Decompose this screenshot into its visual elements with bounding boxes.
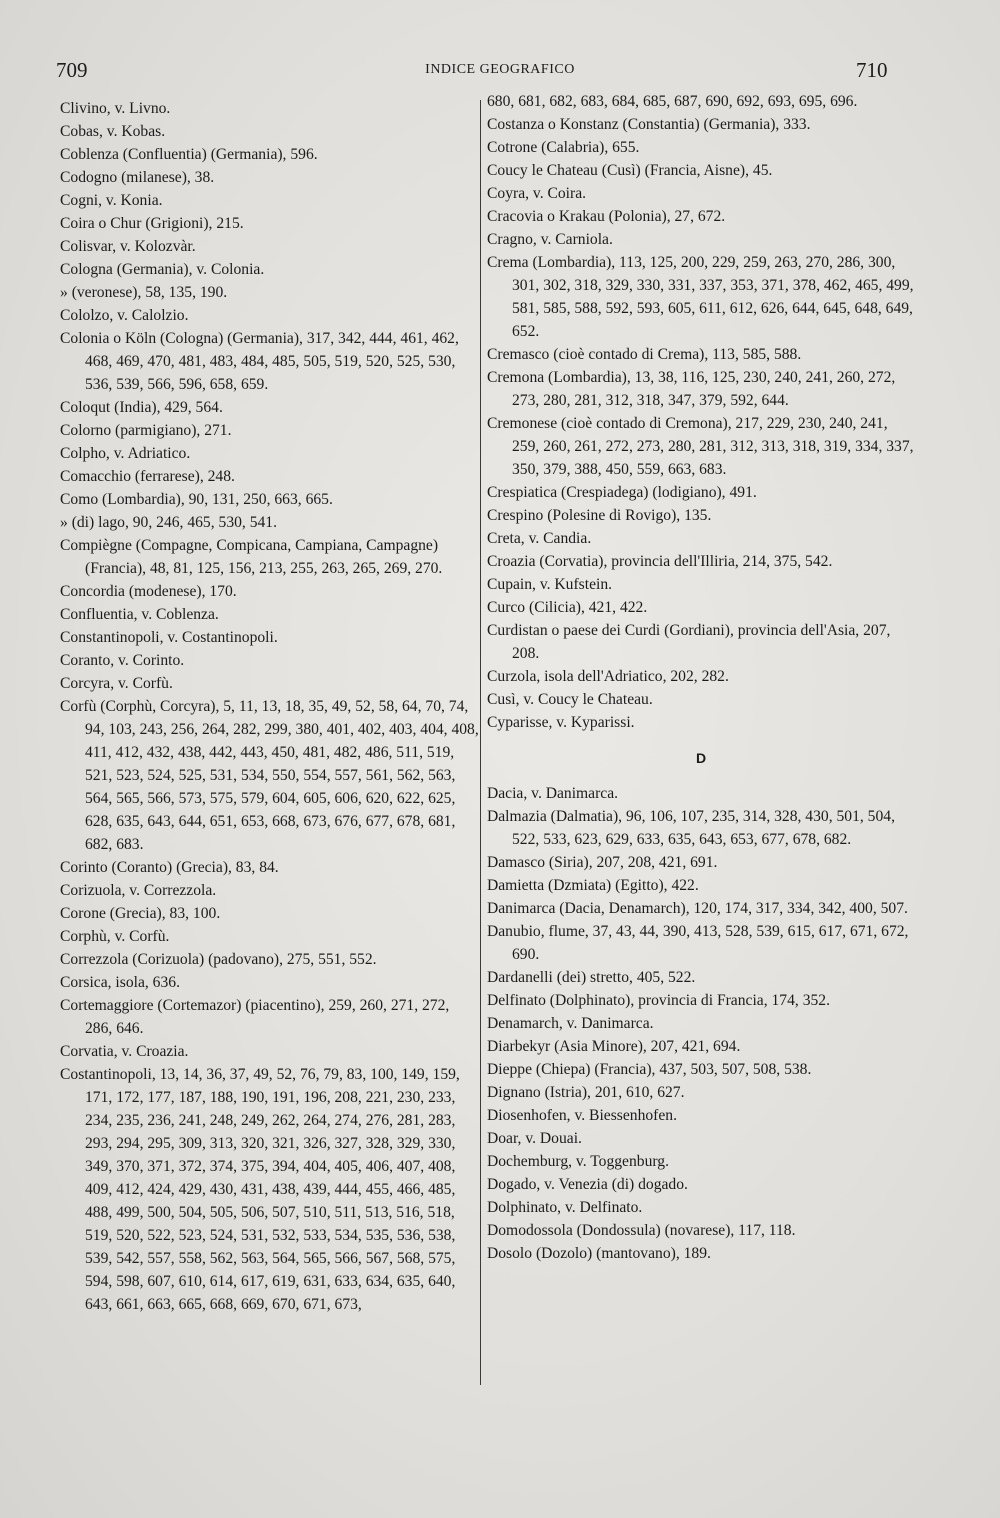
index-entry: Crespiatica (Crespiadega) (lodigiano), 491. xyxy=(487,484,757,501)
index-entry: Dalmazia (Dalmatia), 96, 106, 107, 235, 314, 328, 430, 501, 504, 522, 533, 623, 629, 633, 635, 643, 653, 677, 678, 682. xyxy=(487,808,895,848)
index-entry: Cologna (Germania), v. Colonia. xyxy=(60,261,265,278)
index-entry: Corvatia, v. Croazia. xyxy=(60,1043,189,1060)
index-entry: Delfinato (Dolphinato), provincia di Francia, 174, 352. xyxy=(487,992,830,1009)
index-entry: Cremasco (cioè contado di Crema), 113, 585, 588. xyxy=(487,346,802,363)
index-entry: » (veronese), 58, 135, 190. xyxy=(60,284,228,301)
index-entry: 680, 681, 682, 683, 684, 685, 687, 690, 692, 693, 695, 696. xyxy=(487,93,858,110)
index-entry: Codogno (milanese), 38. xyxy=(60,169,215,186)
index-entry: Clivino, v. Livno. xyxy=(60,100,171,117)
right-column-d-entries xyxy=(487,782,915,1265)
index-entry: Cremona (Lombardia), 13, 38, 116, 125, 230, 240, 241, 260, 272, 273, 280, 281, 312, 318, 347, 379, 592, 644. xyxy=(487,369,896,409)
index-entry: Cobas, v. Kobas. xyxy=(60,123,166,140)
index-entry: Dardanelli (dei) stretto, 405, 522. xyxy=(487,969,696,986)
index-entry: Dacia, v. Danimarca. xyxy=(487,785,619,802)
index-entry: Curzola, isola dell'Adriatico, 202, 282. xyxy=(487,668,729,685)
index-entry: Corinto (Coranto) (Grecia), 83, 84. xyxy=(60,859,279,876)
column-divider xyxy=(480,100,481,1385)
index-entry: Diosenhofen, v. Biessenhofen. xyxy=(487,1107,677,1124)
index-entry: Comacchio (ferrarese), 248. xyxy=(60,468,235,485)
index-entry: Cremonese (cioè contado di Cremona), 217, 229, 230, 240, 241, 259, 260, 261, 272, 273, 280, 281, 312, 313, 318, 319, 334, 337, 350, 379, 388, 450, 559, 663, 683. xyxy=(487,415,914,478)
index-entry: » (di) lago, 90, 246, 465, 530, 541. xyxy=(60,514,277,531)
index-entry: Curdistan o paese dei Curdi (Gordiani), provincia dell'Asia, 207, 208. xyxy=(487,622,891,662)
index-entry: Dignano (Istria), 201, 610, 627. xyxy=(487,1084,685,1101)
right-page-number: 710 xyxy=(856,58,888,82)
index-entry: Dogado, v. Venezia (di) dogado. xyxy=(487,1176,688,1193)
index-entry: Crespino (Polesine di Rovigo), 135. xyxy=(487,507,712,524)
index-entry: Cortemaggiore (Cortemazor) (piacentino), 259, 260, 271, 272, 286, 646. xyxy=(60,997,450,1037)
left-page-number: 709 xyxy=(56,58,88,82)
index-entry: Doar, v. Douai. xyxy=(487,1130,582,1147)
index-entry: Denamarch, v. Danimarca. xyxy=(487,1015,654,1032)
index-entry: Creta, v. Candia. xyxy=(487,530,592,547)
left-column xyxy=(60,97,480,1316)
index-entry: Colpho, v. Adriatico. xyxy=(60,445,191,462)
index-entry: Dolphinato, v. Delfinato. xyxy=(487,1199,643,1216)
index-entry: Confluentia, v. Coblenza. xyxy=(60,606,219,623)
index-entry: Costanza o Konstanz (Constantia) (Germania), 333. xyxy=(487,116,811,133)
index-entry: Damasco (Siria), 207, 208, 421, 691. xyxy=(487,854,718,871)
running-title: INDICE GEOGRAFICO xyxy=(425,62,575,77)
index-entry: Colisvar, v. Kolozvàr. xyxy=(60,238,196,255)
index-entry: Coloqut (India), 429, 564. xyxy=(60,399,223,416)
index-entry: Cyparisse, v. Kyparissi. xyxy=(487,714,635,731)
index-entry: Cragno, v. Carniola. xyxy=(487,231,613,248)
index-entry: Curco (Cilicia), 421, 422. xyxy=(487,599,648,616)
index-entry: Corizuola, v. Correzzola. xyxy=(60,882,217,899)
index-entry: Cololzo, v. Calolzio. xyxy=(60,307,189,324)
index-entry: Dieppe (Chiepa) (Francia), 437, 503, 507, 508, 538. xyxy=(487,1061,812,1078)
index-entry: Coyra, v. Coira. xyxy=(487,185,587,202)
right-column xyxy=(487,90,915,1265)
index-entry: Cracovia o Krakau (Polonia), 27, 672. xyxy=(487,208,726,225)
index-entry: Danubio, flume, 37, 43, 44, 390, 413, 528, 539, 615, 617, 671, 672, 690. xyxy=(487,923,909,963)
index-entry: Colonia o Köln (Cologna) (Germania), 317, 342, 444, 461, 462, 468, 469, 470, 481, 483, 484, 485, 505, 519, 520, 525, 530, 536, 539, 566, 596, 658, 659. xyxy=(60,330,459,393)
index-entry: Dochemburg, v. Toggenburg. xyxy=(487,1153,669,1170)
index-entry: Diarbekyr (Asia Minore), 207, 421, 694. xyxy=(487,1038,741,1055)
index-entry: Coucy le Chateau (Cusì) (Francia, Aisne), 45. xyxy=(487,162,773,179)
index-entry: Costantinopoli, 13, 14, 36, 37, 49, 52, 76, 79, 83, 100, 149, 159, 171, 172, 177, 187, 188, 190, 191, 196, 208, 221, 230, 233, 234, 235, 236, 241, 248, 249, 262, 264, 274, 276, 281, 283, 293, 294, 295, 309, 313, 320, 321, 326, 327, 328, 329, 330, 349, 370, 371, 372, 374, 375, 394, 404, 405, 406, 407, 408, 409, 412, 424, 429, 430, 431, 438, 439, 444, 455, 466, 485, 488, 499, 500, 504, 505, 506, 507, 510, 511, 513, 516, 518, 519, 520, 522, 523, 524, 531, 532, 533, 534, 535, 536, 538, 539, 542, 557, 558, 562, 563, 564, 565, 566, 567, 568, 575, 594, 598, 607, 610, 614, 617, 619, 631, 633, 634, 635, 640, 643, 661, 663, 665, 668, 669, 670, 671, 673, xyxy=(60,1066,460,1313)
index-entry: Corone (Grecia), 83, 100. xyxy=(60,905,221,922)
index-entry: Dosolo (Dozolo) (mantovano), 189. xyxy=(487,1245,711,1262)
index-entry: Concordia (modenese), 170. xyxy=(60,583,237,600)
index-entry: Cupain, v. Kufstein. xyxy=(487,576,613,593)
index-entry: Como (Lombardia), 90, 131, 250, 663, 665. xyxy=(60,491,333,508)
section-letter: D xyxy=(695,750,707,766)
index-entry: Crema (Lombardia), 113, 125, 200, 229, 259, 263, 270, 286, 300, 301, 302, 318, 329, 330, 331, 337, 353, 371, 378, 462, 465, 499, 581, 585, 588, 592, 593, 605, 611, 612, 626, 644, 645, 648, 649, 652. xyxy=(487,254,914,340)
index-entry: Corsica, isola, 636. xyxy=(60,974,180,991)
index-entry: Compiègne (Compagne, Compicana, Campiana, Campagne) (Francia), 48, 81, 125, 156, 213, 255, 263, 265, 269, 270. xyxy=(60,537,443,577)
index-entry: Coranto, v. Corinto. xyxy=(60,652,185,669)
index-entry: Domodossola (Dondossula) (novarese), 117, 118. xyxy=(487,1222,796,1239)
index-entry: Cogni, v. Konia. xyxy=(60,192,163,209)
index-entry: Corfù (Corphù, Corcyra), 5, 11, 13, 18, 35, 49, 52, 58, 64, 70, 74, 94, 103, 243, 256, 264, 282, 299, 380, 401, 402, 403, 404, 408, 411, 412, 432, 438, 442, 443, 450, 481, 482, 486, 511, 519, 521, 523, 524, 525, 531, 534, 550, 554, 557, 561, 562, 563, 564, 565, 566, 573, 575, 579, 604, 605, 606, 620, 622, 625, 628, 635, 643, 644, 651, 653, 668, 673, 676, 677, 678, 681, 682, 683. xyxy=(60,698,479,853)
index-entry: Damietta (Dzmiata) (Egitto), 422. xyxy=(487,877,699,894)
index-entry: Coblenza (Confluentia) (Germania), 596. xyxy=(60,146,318,163)
index-entry: Cusì, v. Coucy le Chateau. xyxy=(487,691,653,708)
index-entry: Coira o Chur (Grigioni), 215. xyxy=(60,215,244,232)
index-entry: Corcyra, v. Corfù. xyxy=(60,675,173,692)
index-entry: Colorno (parmigiano), 271. xyxy=(60,422,232,439)
index-entry: Croazia (Corvatia), provincia dell'Illiria, 214, 375, 542. xyxy=(487,553,833,570)
index-entry: Correzzola (Corizuola) (padovano), 275, 551, 552. xyxy=(60,951,377,968)
index-entry: Constantinopoli, v. Costantinopoli. xyxy=(60,629,278,646)
index-entry: Danimarca (Dacia, Denamarch), 120, 174, 317, 334, 342, 400, 507. xyxy=(487,900,908,917)
right-column-c-entries xyxy=(487,90,915,734)
index-entry: Cotrone (Calabria), 655. xyxy=(487,139,640,156)
index-entry: Corphù, v. Corfù. xyxy=(60,928,170,945)
